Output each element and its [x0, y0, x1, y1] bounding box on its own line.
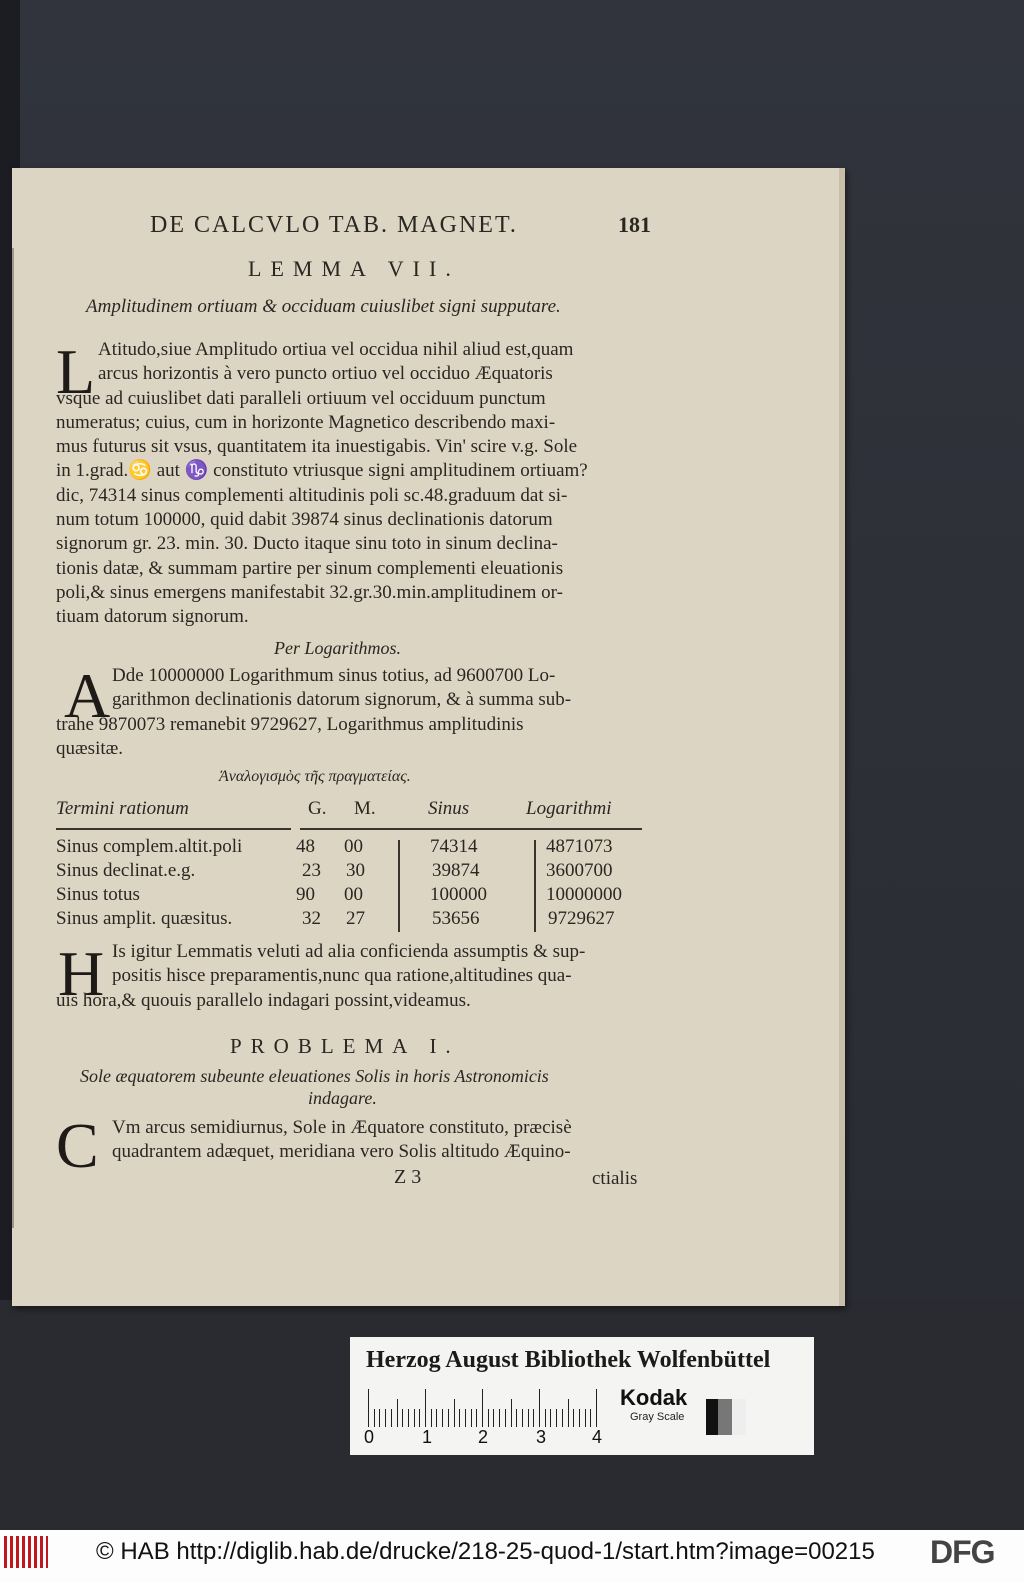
ruler-tick: [436, 1409, 437, 1427]
scale-number: 0: [364, 1427, 375, 1447]
paragraph-line: poli,& sinus emergens manifestabit 32.gr.30.min.amplitudinem or-: [56, 581, 563, 603]
table-cell: Sinus amplit. quæsitus.: [56, 908, 233, 929]
paragraph-line: Atitudo,siue Amplitudo ortiua vel occidua nihil aliud est,quam: [98, 339, 574, 360]
table-cell: 00: [344, 884, 363, 905]
paragraph-line: arcus horizontis à vero puncto ortiuo vel occiduo Æquatoris: [98, 363, 553, 385]
paragraph-line: num totum 100000, quid dabit 39874 sinus declinationis datorum: [56, 509, 553, 531]
gray-swatch-light: [732, 1399, 746, 1435]
ruler-tick: [533, 1409, 534, 1427]
table-cell: 100000: [430, 884, 487, 905]
paragraph-line: Dde 10000000 Logarithmum sinus totius, ad 9600700 Lo-: [112, 665, 556, 686]
ruler-tick: [550, 1409, 551, 1427]
table-rule-right: [300, 828, 642, 830]
scale-number: 4: [592, 1427, 603, 1447]
ruler-tick: [522, 1409, 523, 1427]
paragraph-line: Is igitur Lemmatis veluti ad alia conficienda assumptis & sup-: [112, 941, 586, 962]
ruler-tick: [397, 1399, 398, 1427]
dropcap-l: L: [56, 336, 96, 407]
scale-number: 2: [478, 1427, 489, 1447]
paragraph-line: signorum gr. 23. min. 30. Ducto itaque sinu toto in sinum declina-: [56, 533, 558, 555]
table-cell: 00: [344, 836, 363, 857]
ruler-tick: [505, 1409, 506, 1427]
problema-title: PROBLEMA I.: [230, 1034, 460, 1058]
paragraph-line: tiuam datorum signorum.: [56, 606, 249, 628]
paragraph-line: garithmon declinationis datorum signorum, & à summa sub-: [112, 689, 572, 711]
ruler-tick: [499, 1409, 500, 1427]
ruler-tick: [539, 1389, 540, 1427]
table-header-termini: Termini rationum: [56, 798, 189, 819]
section-heading-logarithmos: Per Logarithmos.: [274, 638, 402, 658]
ruler-tick: [585, 1409, 586, 1427]
ruler-tick: [482, 1389, 483, 1427]
table-divider-2: [534, 840, 536, 932]
kodak-logo: Kodak: [620, 1385, 688, 1410]
page-number: 181: [618, 212, 651, 237]
dfg-logo: DFG: [930, 1534, 995, 1570]
table-cell: Sinus complem.altit.poli: [56, 836, 243, 857]
scale-number: 1: [422, 1427, 433, 1447]
library-name: Herzog August Bibliothek Wolfenbüttel: [366, 1347, 771, 1373]
table-header-sinus: Sinus: [428, 798, 470, 819]
lemma-subtitle: Amplitudinem ortiuam & occiduam cuiuslibet signi supputare.: [86, 296, 561, 317]
scale-number: 3: [536, 1427, 547, 1447]
table-cell: Sinus totus: [56, 884, 140, 905]
ruler-tick: [516, 1409, 517, 1427]
greek-heading: Ἀναλογισμὸς τῆς πραγματείας.: [219, 768, 411, 785]
table-cell: 3600700: [546, 860, 613, 881]
paragraph-line: positis hisce preparamentis,nunc qua ratione,altitudines qua-: [112, 965, 572, 987]
ruler-tick: [488, 1409, 489, 1427]
gray-scale-label: Gray Scale: [630, 1411, 685, 1423]
book-page: [12, 168, 845, 1306]
ruler-tick: [402, 1409, 403, 1427]
ruler-scale: [368, 1387, 600, 1427]
ruler-tick: [545, 1409, 546, 1427]
paragraph-line: tionis datæ, & summam partire per sinum complementi eleuationis: [56, 557, 564, 579]
table-cell: 27: [346, 908, 365, 929]
page-gutter-line: [12, 248, 14, 1228]
ruler-tick: [385, 1409, 386, 1427]
page-edge: [839, 168, 845, 1306]
ruler-tick: [448, 1409, 449, 1427]
ruler-tick: [471, 1409, 472, 1427]
ruler-tick: [476, 1409, 477, 1427]
table-header-logarithmi: Logarithmi: [526, 798, 612, 819]
problema-subtitle-line-2: indagare.: [308, 1088, 377, 1108]
footer-bar: [0, 1530, 1024, 1582]
table-cell: Sinus declinat.e.g.: [56, 860, 196, 881]
table-cell: 74314: [430, 836, 478, 857]
running-head: DE CALCVLO TAB. MAGNET.: [150, 212, 518, 238]
paragraph-line: Vm arcus semidiurnus, Sole in Æquatore constituto, præcisè: [112, 1117, 572, 1138]
ruler-tick: [573, 1409, 574, 1427]
table-cell: 32: [302, 908, 321, 929]
paragraph-line: dic, 74314 sinus complementi altitudinis poli sc.48.graduum dat si-: [56, 484, 568, 506]
table-cell: 23: [302, 860, 321, 881]
ruler-tick: [391, 1409, 392, 1427]
table-cell: 90: [296, 884, 315, 905]
ruler-tick: [493, 1409, 494, 1427]
paragraph-3: [56, 940, 585, 1013]
dropcap-a: A: [64, 660, 111, 731]
table-cell: 9729627: [548, 908, 615, 929]
table-cell: 10000000: [546, 884, 622, 905]
paragraph-line: quæsitæ.: [56, 737, 124, 759]
dropcap-h: H: [58, 938, 105, 1009]
ruler-tick: [431, 1409, 432, 1427]
ruler-tick: [596, 1389, 597, 1427]
ruler-tick: [454, 1399, 455, 1427]
gray-swatch-mid: [718, 1399, 732, 1435]
ruler-tick: [408, 1409, 409, 1427]
ruler-tick: [419, 1409, 420, 1427]
paragraph-line: quadrantem adæquet, meridiana vero Solis altitudo Æquino-: [112, 1141, 571, 1163]
catchword: ctialis: [592, 1168, 638, 1189]
paragraph-line: mus futurus sit vsus, quantitatem ita inuestigabis. Vin' scire v.g. Sole: [56, 436, 578, 458]
ruler-tick: [528, 1409, 529, 1427]
ruler-tick: [442, 1409, 443, 1427]
lemma-title: LEMMA VII.: [248, 256, 460, 281]
problema-subtitle-line-1: Sole æquatorem subeunte eleuationes Solis in horis Astronomicis: [80, 1066, 549, 1086]
paragraph-line: uis hora,& quouis parallelo indagari possint,videamus.: [56, 989, 471, 1011]
hab-logo-icon: [4, 1536, 48, 1568]
table-header-m: M.: [354, 798, 376, 819]
table-header-g: G.: [308, 798, 327, 819]
paragraph-2: [56, 660, 572, 761]
dropcap-c: C: [56, 1110, 99, 1181]
table-cell: 53656: [432, 908, 480, 929]
ruler-tick: [379, 1409, 380, 1427]
ruler-tick: [414, 1409, 415, 1427]
table-cell: 39874: [432, 860, 480, 881]
paragraph-line: numeratus; cuius, cum in horizonte Magnetico describendo maxi-: [56, 411, 556, 433]
ruler-tick: [556, 1409, 557, 1427]
table-cell: 30: [346, 860, 365, 881]
table-cell: 48: [296, 836, 315, 857]
ruler-tick: [579, 1409, 580, 1427]
table-cell: 4871073: [546, 836, 613, 857]
ruler-tick: [511, 1399, 512, 1427]
paragraph-4: [56, 1116, 572, 1165]
ruler-tick: [368, 1389, 369, 1427]
ruler-tick: [465, 1409, 466, 1427]
library-scale-card: [350, 1337, 814, 1455]
footer-copyright-url[interactable]: © HAB http://diglib.hab.de/drucke/218-25-quod-1/start.htm?image=00215: [96, 1538, 875, 1565]
ruler-tick: [459, 1409, 460, 1427]
ruler-tick: [374, 1409, 375, 1427]
paragraph-line: trahe 9870073 remanebit 9729627, Logarithmus amplitudinis: [56, 713, 524, 735]
paragraph-1: [56, 338, 588, 630]
paragraph-line: vsque ad cuiuslibet dati paralleli ortiuum vel occiduum punctum: [56, 387, 546, 409]
signature-mark: Z 3: [394, 1166, 422, 1188]
gray-swatch-dark: [706, 1399, 718, 1435]
ruler-tick: [590, 1409, 591, 1427]
table-divider-1: [398, 840, 400, 932]
ruler-tick: [562, 1409, 563, 1427]
ruler-tick: [425, 1389, 426, 1427]
ruler-tick: [568, 1399, 569, 1427]
table-rule-left: [56, 828, 291, 830]
paragraph-line: in 1.grad.♋ aut ♑ constituto vtriusque signi amplitudinem ortiuam?: [56, 460, 588, 482]
